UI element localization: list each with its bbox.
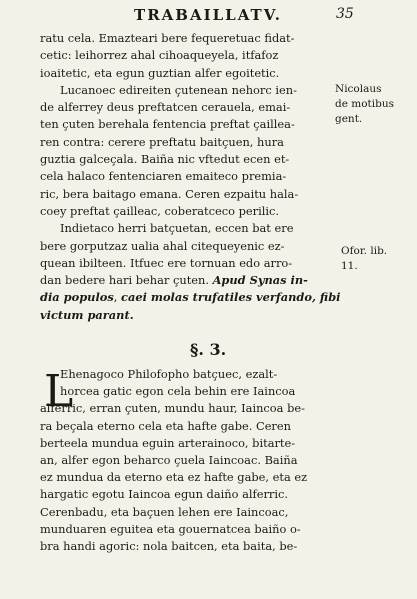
section-heading: §. 3. — [190, 340, 227, 359]
section-paragraph — [40, 366, 340, 555]
text-line: hargatic egotu Iaincoa egun daiño alferric. — [40, 487, 289, 502]
text-line: Indietaco herri batçuetan, eccen bat ere — [60, 221, 294, 236]
main-paragraphs — [40, 30, 340, 324]
text-line: de alferrey deus preftatcen cerauela, emai- — [40, 100, 291, 115]
latin-quote: dia populos — [40, 290, 114, 305]
latin-quote-line: victum parant. — [40, 307, 134, 322]
text-line: Lucanoec edireiten çutenean nehorc ien- — [60, 82, 297, 97]
margin-note-nicolaus — [335, 82, 394, 127]
latin-quote: Apud Synas in- — [212, 273, 308, 288]
margin-note-line: 11. — [341, 260, 358, 272]
text-line: horcea gatic egon cela behin ere Iaincoa — [60, 384, 296, 399]
text-line: cetic: leihorrez ahal cihoaqueyela, itfafoz — [40, 48, 279, 63]
margin-note-oforius — [341, 244, 387, 274]
text-line: Cerenbadu, eta baçuen lehen ere Iaincoac, — [40, 504, 289, 519]
latin-quote: caei molas trufatiles verfando, fibi — [121, 290, 341, 305]
text-line: alferric, erran çuten, mundu haur, Iaincoa be- — [40, 401, 305, 416]
text-fragment: dan bedere hari behar çuten. — [40, 273, 209, 288]
running-head: TRABAILLATV. — [134, 6, 282, 24]
text-line: an, alfer egon beharco çuela Iaincoac. Baiña — [40, 453, 298, 468]
drop-cap: L — [44, 366, 74, 417]
text-line: coey preftat çailleac, coberatceco perilic. — [40, 203, 280, 218]
text-line-with-latin — [40, 272, 340, 289]
text-line: ioaitetic, eta egun guztian alfer egoitetic. — [40, 65, 280, 80]
text-line: bra handi agoric: nola baitcen, eta baita, be- — [40, 539, 298, 554]
text-line: quean ibilteen. Itfuec ere tornuan edo arro- — [40, 255, 293, 270]
latin-quote-line: dia populos, caei molas trufatiles verfando, fibi — [40, 290, 341, 305]
margin-note-line: de motibus — [335, 98, 395, 110]
text-line: munduaren eguitea eta gouernatcea baiño o- — [40, 521, 301, 536]
margin-note-line: gent. — [335, 113, 363, 125]
text-line: ren contra: cerere preftatu baitçuen, hura — [40, 134, 284, 149]
text-line: cela halaco fentenciaren emaiteco premia- — [40, 169, 287, 184]
text-line: Ehenagoco Philofopho batçuec, ezalt- — [60, 367, 278, 381]
margin-note-line: Ofor. lib. — [341, 245, 388, 257]
text-line: ra beçala eterno cela eta hafte gabe. Ceren — [40, 418, 291, 433]
page-number: 35 — [336, 6, 354, 22]
text-line: bere gorputzaz ualia ahal citequeyenic ez- — [40, 238, 285, 253]
text-line: ratu cela. Emazteari bere fequeretuac fidat- — [40, 31, 295, 45]
text-line: berteela mundua eguin arterainoco, bitarte- — [40, 435, 296, 450]
text-line: guztia galceçala. Baiña nic vftedut ecen et- — [40, 152, 290, 167]
margin-note-line: Nicolaus — [335, 83, 382, 95]
text-line: ten çuten berehala fentencia preftat çaillea- — [40, 117, 295, 132]
text-line: ez mundua da eterno eta ez hafte gabe, eta ez — [40, 470, 308, 485]
text-line: ric, bera baitago emana. Ceren ezpaitu hala- — [40, 186, 299, 201]
